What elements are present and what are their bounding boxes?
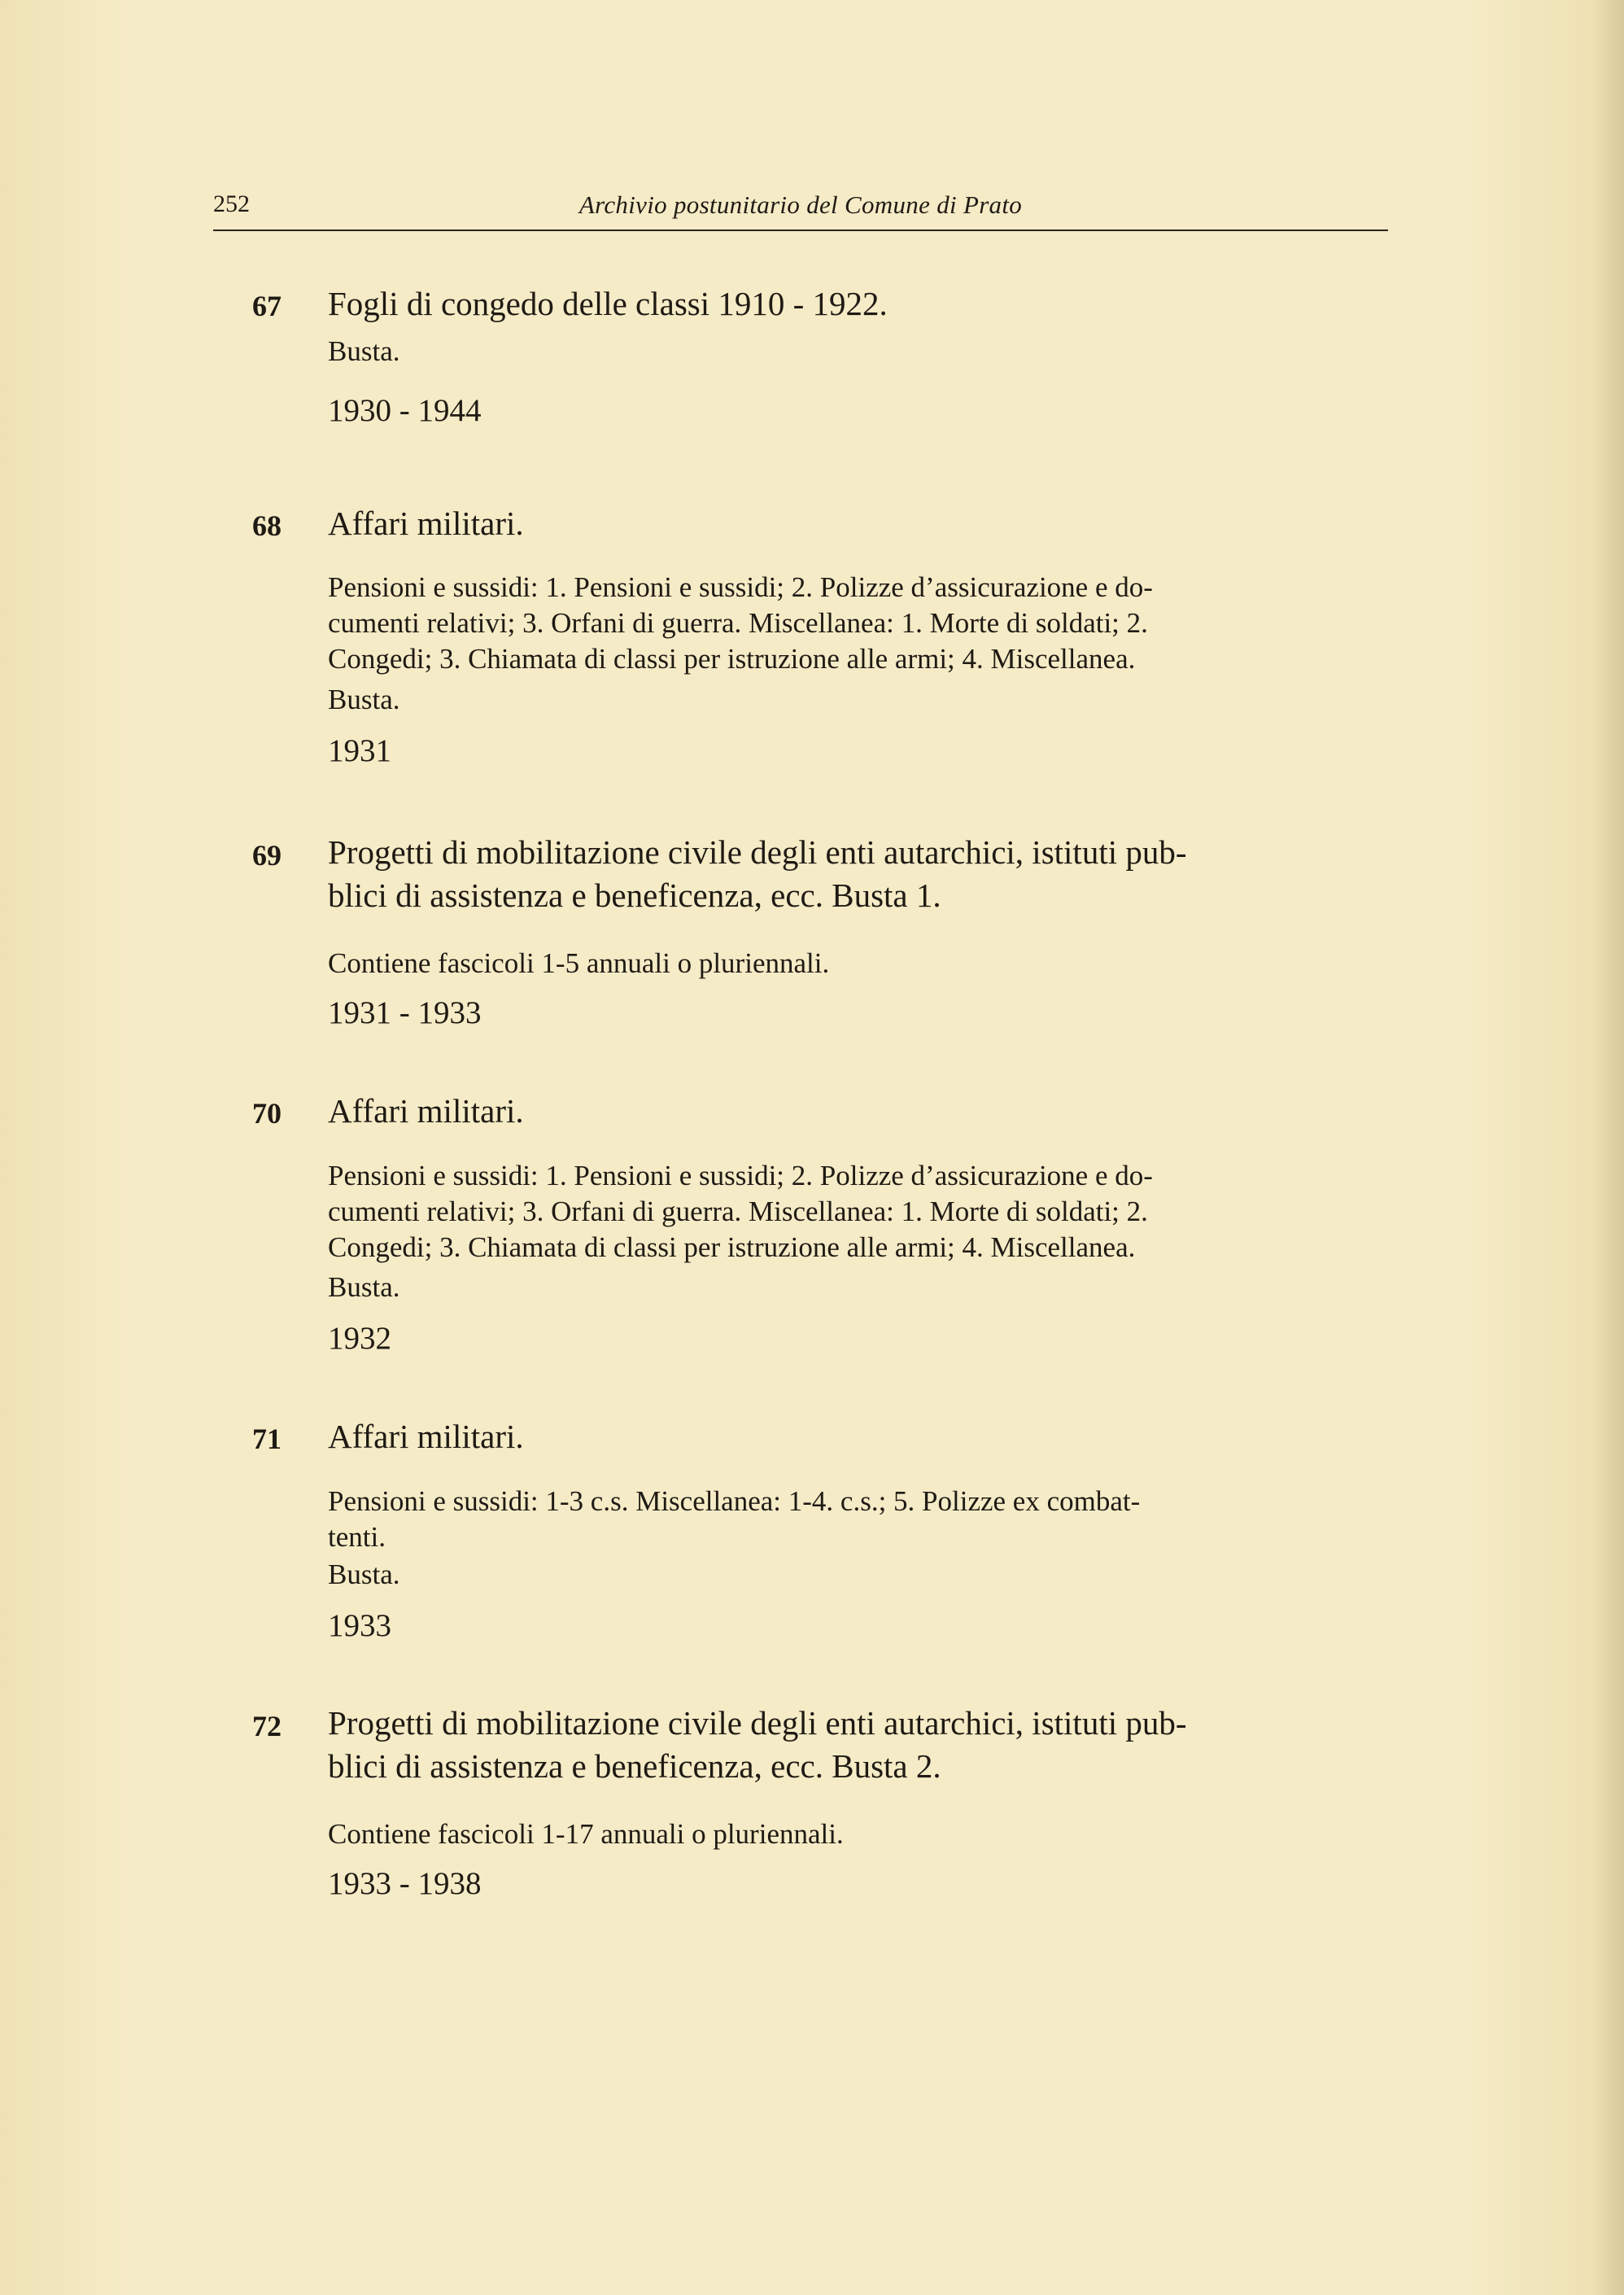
entry-date: 1933 xyxy=(328,1608,391,1643)
entry-description xyxy=(328,570,1386,677)
entry-title-line: blici di assistenza e beneficenza, ecc. Busta 2. xyxy=(328,1747,941,1785)
entry-date: 1932 xyxy=(328,1321,391,1356)
binding-shadow xyxy=(1591,0,1624,2295)
entry-description-line: Pensioni e sussidi: 1-3 c.s. Miscellanea: 1-4. c.s.; 5. Polizze ex combat- xyxy=(328,1485,1141,1517)
entry-title xyxy=(328,502,1386,545)
entry-title-line: Affari militari. xyxy=(328,1092,524,1130)
entry-unit: Busta. xyxy=(328,1558,400,1590)
entry-description-line: Contiene fascicoli 1-17 annuali o pluriennali. xyxy=(328,1818,844,1850)
entry-number: 70 xyxy=(252,1097,282,1130)
entry-title xyxy=(328,282,1386,326)
entry-description-line: Pensioni e sussidi: 1. Pensioni e sussidi; 2. Polizze d’assicurazione e do- xyxy=(328,1160,1153,1191)
entry-title-line: Affari militari. xyxy=(328,505,524,542)
entry-title-line: blici di assistenza e beneficenza, ecc. Busta 1. xyxy=(328,876,941,914)
entry-description xyxy=(328,1158,1386,1266)
entry-date: 1930 - 1944 xyxy=(328,393,482,428)
entry-title xyxy=(328,831,1386,917)
entry-number: 69 xyxy=(252,839,282,872)
page-header xyxy=(213,186,1388,231)
entry-number: 68 xyxy=(252,509,282,542)
running-title: Archivio postunitario del Comune di Prato xyxy=(578,190,1023,219)
entry-description-line: tenti. xyxy=(328,1521,386,1553)
entry-description xyxy=(328,1484,1386,1555)
entry-description-line: Contiene fascicoli 1-5 annuali o pluriennali. xyxy=(328,947,830,979)
entry-description-line: cumenti relativi; 3. Orfani di guerra. Miscellanea: 1. Morte di soldati; 2. xyxy=(328,607,1148,639)
entry-title-line: Progetti di mobilitazione civile degli enti autarchici, istituti pub- xyxy=(328,1704,1187,1742)
entry-number: 67 xyxy=(252,290,282,322)
entry-title xyxy=(328,1702,1386,1788)
entry-unit: Busta. xyxy=(328,335,400,367)
entry-description xyxy=(328,1816,1386,1852)
entry-number: 72 xyxy=(252,1710,282,1742)
entry-unit: Busta. xyxy=(328,684,400,715)
entry-title-line: Progetti di mobilitazione civile degli enti autarchici, istituti pub- xyxy=(328,833,1187,871)
entry-date: 1931 - 1933 xyxy=(328,995,482,1030)
entry-title xyxy=(328,1415,1386,1458)
entry-unit: Busta. xyxy=(328,1271,400,1303)
page-number: 252 xyxy=(213,190,250,217)
entry-description xyxy=(328,946,1386,981)
entry-description-line: Pensioni e sussidi: 1. Pensioni e sussidi; 2. Polizze d’assicurazione e do- xyxy=(328,571,1153,603)
entry-number: 71 xyxy=(252,1423,282,1455)
entry-description-line: cumenti relativi; 3. Orfani di guerra. Miscellanea: 1. Morte di soldati; 2. xyxy=(328,1196,1148,1227)
entry-title xyxy=(328,1090,1386,1133)
entry-description-line: Congedi; 3. Chiamata di classi per istruzione alle armi; 4. Miscellanea. xyxy=(328,643,1136,675)
entry-title-line: Fogli di congedo delle classi 1910 - 1922. xyxy=(328,285,888,322)
entry-date: 1933 - 1938 xyxy=(328,1866,482,1901)
entry-description-line: Congedi; 3. Chiamata di classi per istruzione alle armi; 4. Miscellanea. xyxy=(328,1231,1136,1263)
entry-date: 1931 xyxy=(328,733,391,768)
entry-title-line: Affari militari. xyxy=(328,1418,524,1455)
